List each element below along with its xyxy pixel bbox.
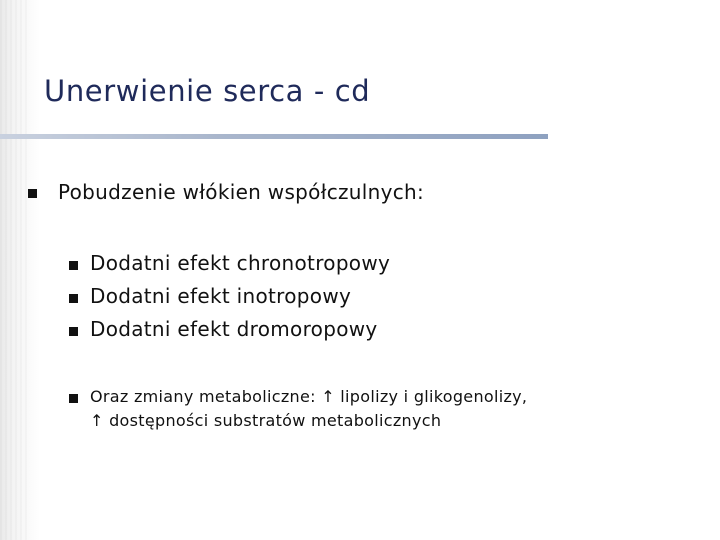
metabolic-changes-line-1 [90, 385, 527, 409]
bullet-square-icon [28, 189, 37, 198]
lipolysis-text: lipolizy i glikogenolizy, [334, 387, 528, 406]
slide-title: Unerwienie serca - cd [44, 74, 371, 108]
sub-bullet-text: Dodatni efekt chronotropowy [90, 251, 391, 275]
left-decorative-stripes [0, 0, 30, 540]
bullet-square-icon [69, 294, 78, 303]
substrate-availability-text: dostępności substratów metabolicznych [103, 411, 442, 430]
title-underline-rule [0, 134, 548, 139]
bullet-square-icon [69, 394, 78, 403]
sub-bullet-text: Dodatni efekt inotropowy [90, 284, 352, 308]
up-arrow-icon: ↑ [90, 411, 104, 430]
main-bullet-text: Pobudzenie włókien współczulnych: [58, 180, 425, 204]
bullet-square-icon [69, 327, 78, 336]
metabolic-changes-line-2 [90, 409, 441, 433]
bullet-square-icon [69, 261, 78, 270]
up-arrow-icon: ↑ [321, 387, 335, 406]
sub-bullet-text: Dodatni efekt dromoropowy [90, 317, 378, 341]
metabolic-prefix: Oraz zmiany metaboliczne: [90, 387, 322, 406]
